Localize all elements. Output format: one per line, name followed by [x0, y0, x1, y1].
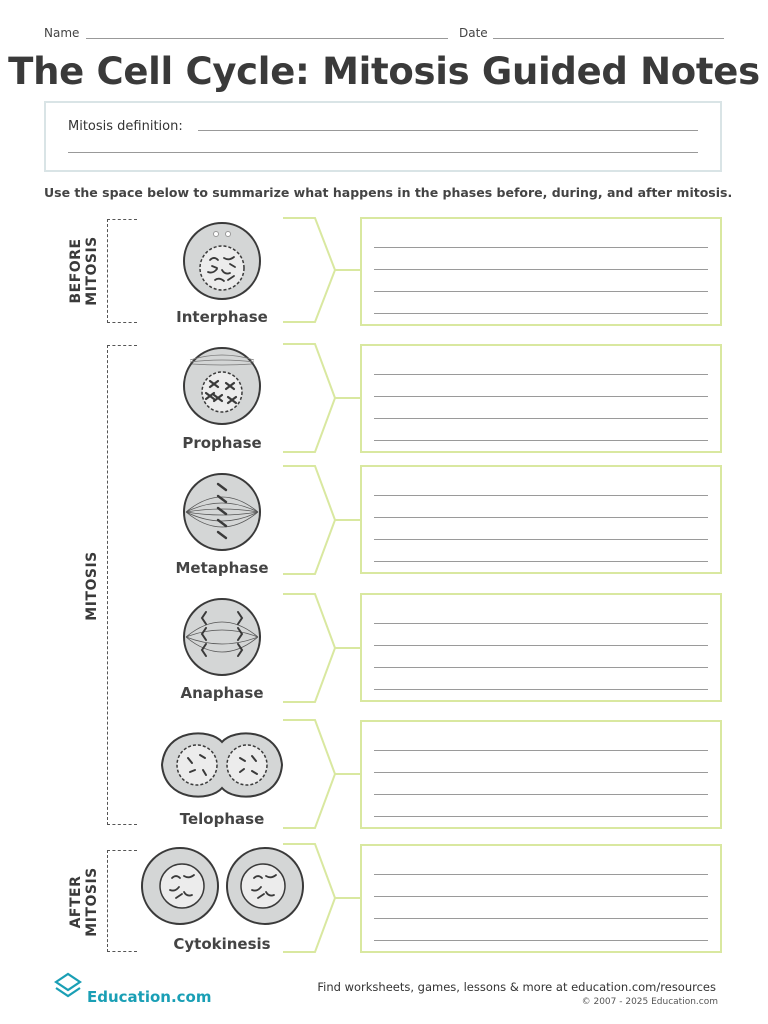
brand-name: Education.com	[87, 988, 212, 1006]
phase-label-interphase: Interphase	[176, 308, 268, 326]
phase-label-anaphase: Anaphase	[180, 684, 264, 702]
date-label: Date	[459, 26, 488, 40]
cytokinesis-cell-illustration	[142, 848, 303, 924]
telophase-cell-illustration	[162, 733, 282, 796]
footer-tagline: Find worksheets, games, lessons & more at education.com/resources	[317, 980, 716, 994]
footer-copyright: © 2007 - 2025 Education.com	[581, 997, 718, 1007]
phase-label-telophase: Telophase	[179, 810, 265, 828]
group-label-after-line1: AFTER	[68, 875, 84, 929]
phase-label-prophase: Prophase	[182, 434, 262, 452]
group-label-after-line2: MITOSIS	[84, 867, 100, 937]
education-logo-icon	[52, 972, 82, 1002]
name-label: Name	[44, 26, 80, 40]
group-label-before-line1: BEFORE	[68, 238, 84, 304]
phase-label-cytokinesis: Cytokinesis	[173, 935, 271, 953]
instructions: Use the space below to summarize what happens in the phases before, during, and after mitosis.	[44, 185, 733, 200]
metaphase-cell-illustration	[184, 474, 260, 550]
anaphase-cell-illustration	[184, 599, 260, 675]
interphase-cell-illustration	[184, 223, 260, 299]
phase-label-metaphase: Metaphase	[175, 559, 269, 577]
group-label-mitosis: MITOSIS	[84, 551, 100, 621]
page-title: The Cell Cycle: Mitosis Guided Notes	[8, 50, 760, 93]
prophase-cell-illustration	[184, 348, 260, 424]
group-label-before-line2: MITOSIS	[84, 236, 100, 306]
definition-label: Mitosis definition:	[68, 119, 183, 134]
